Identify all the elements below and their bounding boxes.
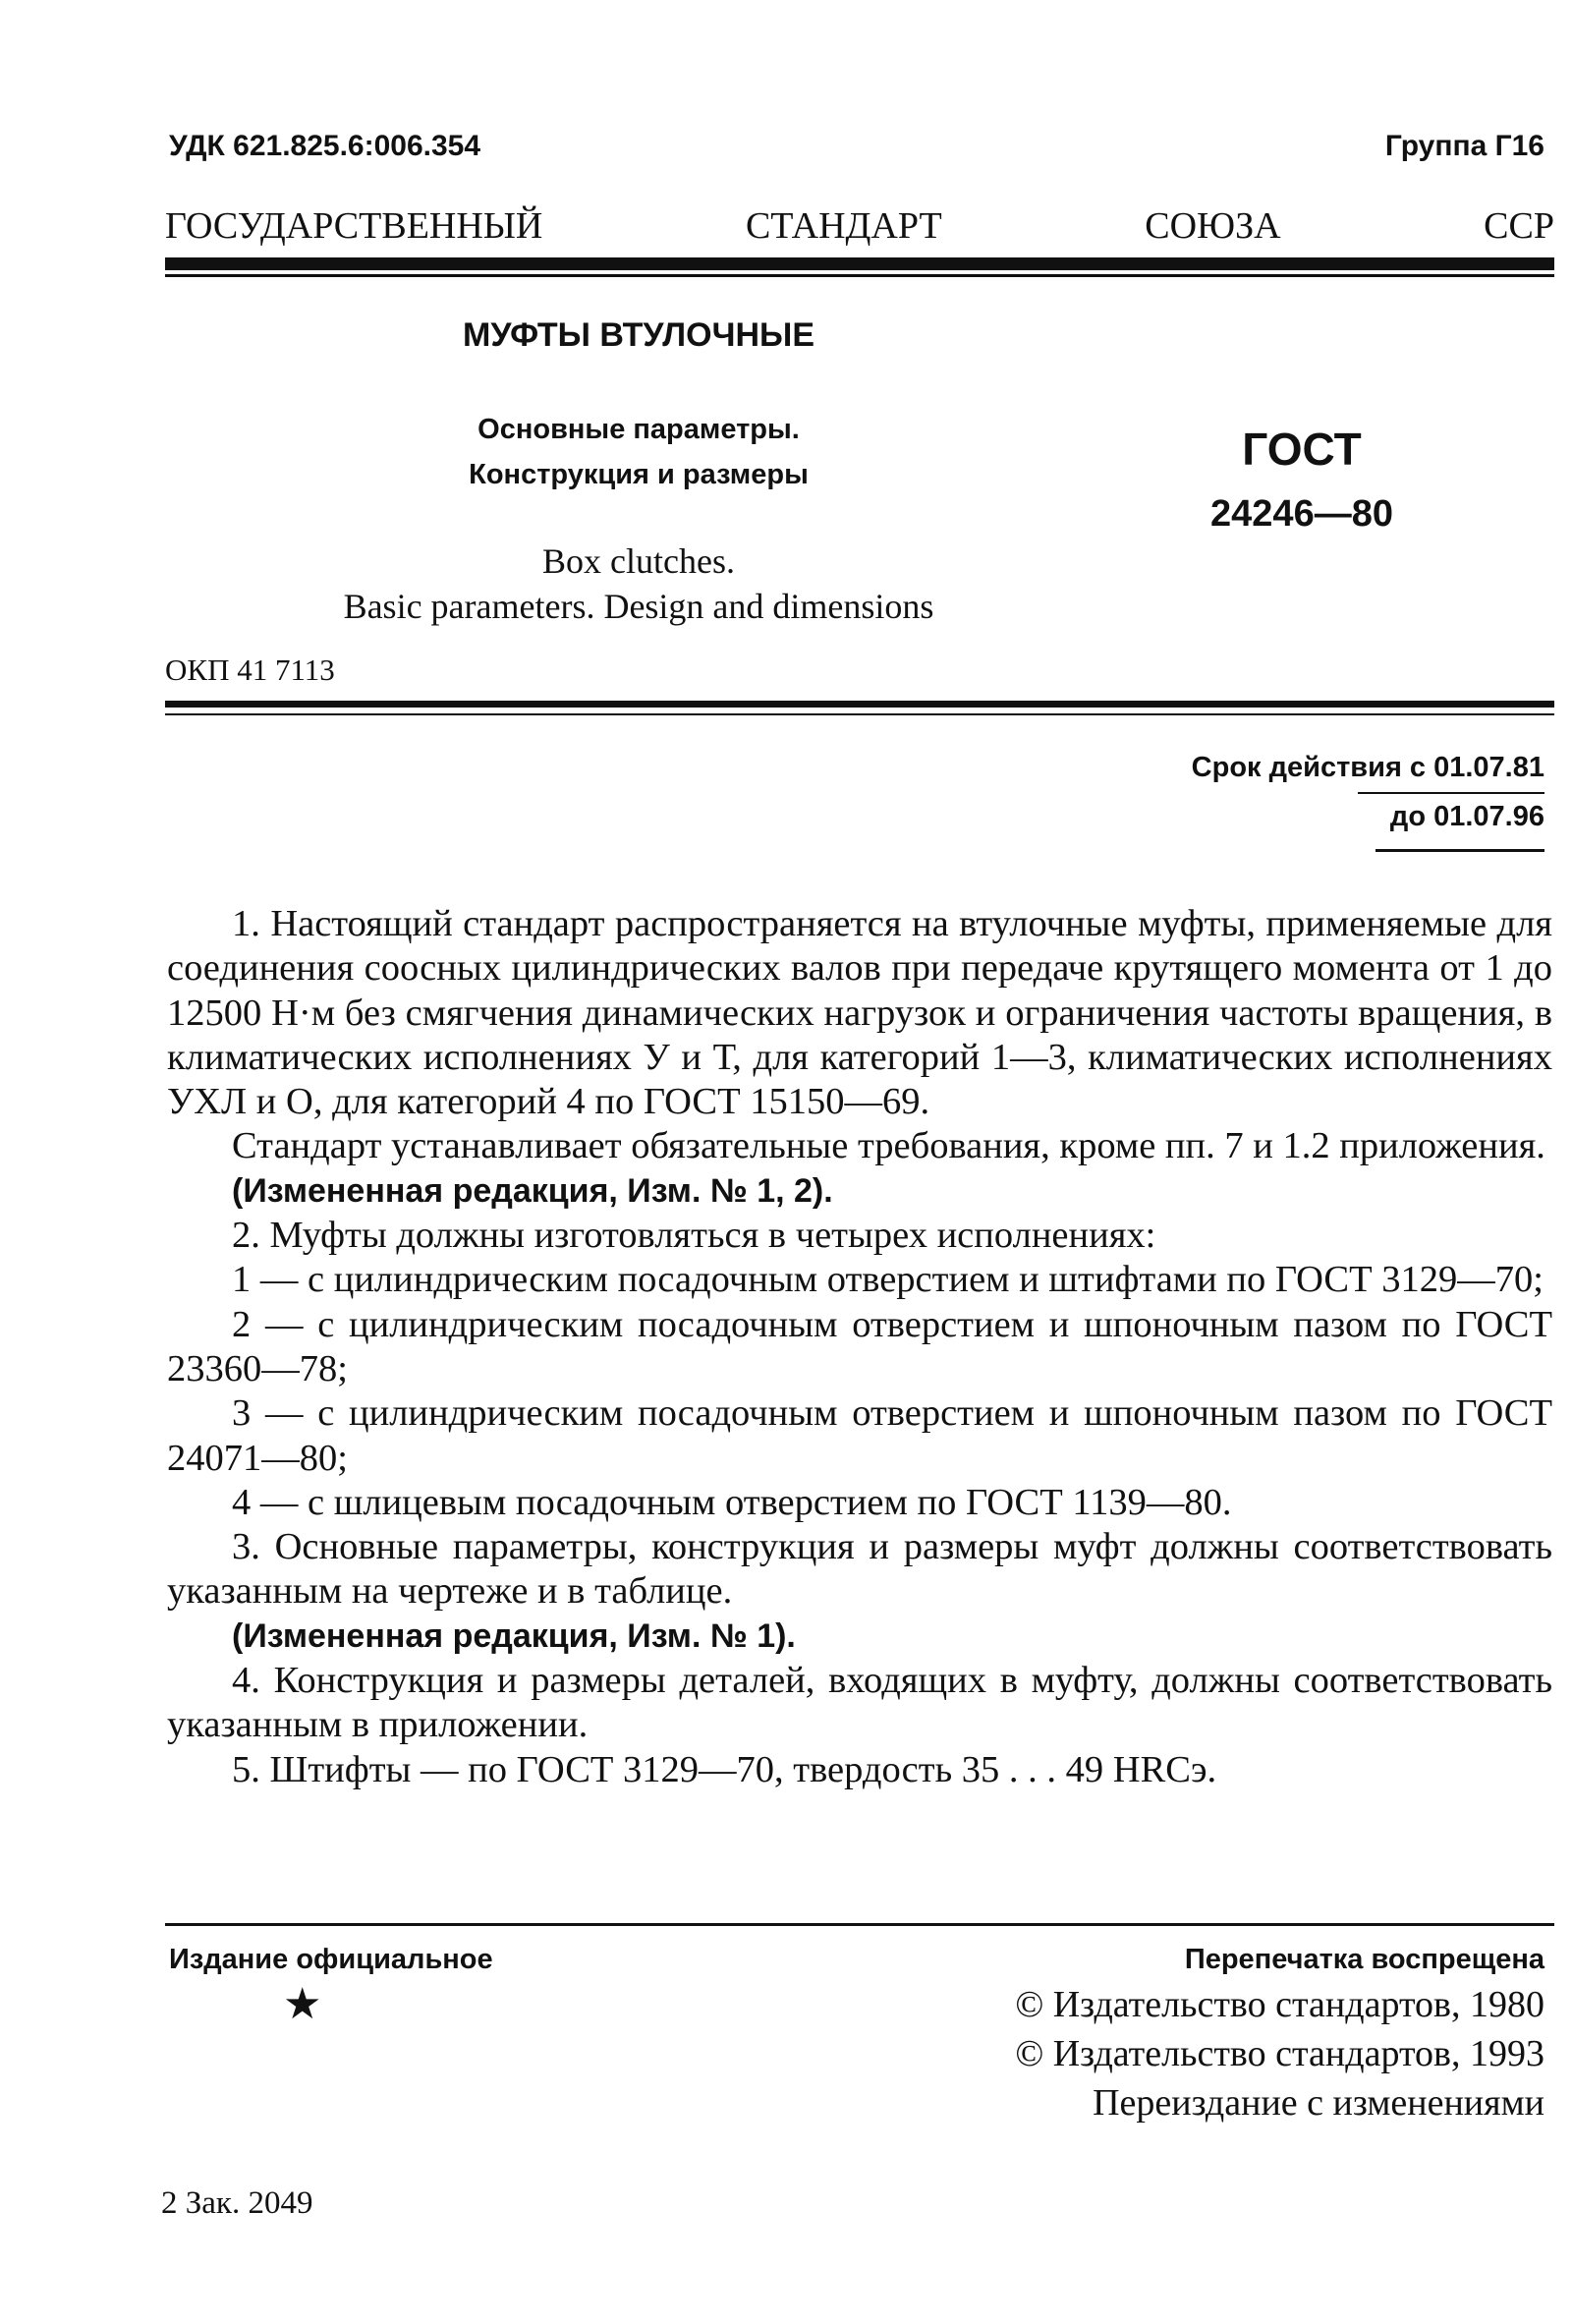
amendment-note-2: (Измененная редакция, Изм. № 1).: [232, 1616, 796, 1655]
order-number: 2 Зак. 2049: [161, 2185, 313, 2221]
okp-code: ОКП 41 7113: [165, 652, 335, 687]
reedition-note: Переиздание с изменениями: [1093, 2082, 1544, 2124]
reprint-prohibited: Перепечатка воспрещена: [1184, 1944, 1544, 1975]
official-edition: Издание официальное: [169, 1944, 493, 1975]
validity-to: до 01.07.96: [1389, 801, 1544, 832]
state-standard-title: ГОСУДАРСТВЕННЫЙ СТАНДАРТ СОЮЗА ССР: [165, 205, 1554, 247]
title-ru: МУФТЫ ВТУЛОЧНЫЕ: [463, 316, 814, 354]
standard-body: [167, 902, 1552, 1792]
paragraph-scope: Стандарт устанавливает обязательные требования, кроме пп. 7 и 1.2 приложения.: [232, 1125, 1545, 1167]
copyright-1993: © Издательство стандартов, 1993: [1015, 2033, 1544, 2074]
title-en-line1: Box clutches.: [542, 541, 735, 581]
gost-label: ГОСТ: [1242, 424, 1362, 475]
copyright-1980: © Издательство стандартов, 1980: [1015, 1984, 1544, 2025]
header-rule-thick: [165, 257, 1554, 270]
subtitle-ru-line2: Конструкция и размеры: [469, 459, 809, 490]
paragraph-3: 3. Основные параметры, конструкция и размеры муфт должны соответствовать указанным на чертеже и в таблице.: [167, 1526, 1552, 1613]
header-rule-thin: [165, 274, 1554, 277]
udk-code: УДК 621.825.6:006.354: [169, 130, 481, 162]
section-rule-thin: [165, 713, 1554, 715]
paragraph-1: 1. Настоящий стандарт распространяется на втулочные муфты, применяемые для соединения соосных цилиндрических валов при передаче крутящего момента от 1 до 12500 Н·м без смягчения динамических нагрузок и ограничения частоты вращения, в климатических исполнениях У и Т, для категорий 1—3, климатических исполнениях УХЛ и О, для категорий 4 по ГОСТ 15150—69.: [167, 903, 1552, 1123]
title-en-line2: Basic parameters. Design and dimensions: [343, 587, 934, 626]
validity-underline-to: [1376, 849, 1544, 852]
title-en: [196, 538, 1081, 629]
star-icon: ★: [283, 1980, 322, 2028]
subtitle-ru: [295, 407, 982, 497]
paragraph-5: 5. Штифты — по ГОСТ 3129—70, твердость 35 . . . 49 HRCэ.: [232, 1748, 1217, 1790]
version-1: 1 — с цилиндрическим посадочным отверстием и штифтами по ГОСТ 3129—70;: [232, 1259, 1544, 1301]
gost-number: 24246—80: [1210, 493, 1393, 535]
validity-underline-from: [1358, 792, 1544, 794]
subtitle-ru-line1: Основные параметры.: [477, 414, 800, 445]
validity-from: Срок действия с 01.07.81: [1191, 752, 1544, 783]
amendment-note-1: (Измененная редакция, Изм. № 1, 2).: [232, 1171, 833, 1210]
section-rule-thick: [165, 701, 1554, 708]
version-4: 4 — с шлицевым посадочным отверстием по ГОСТ 1139—80.: [232, 1481, 1232, 1523]
version-2: 2 — с цилиндрическим посадочным отверстием и шпоночным пазом по ГОСТ 23360—78;: [167, 1303, 1552, 1389]
paragraph-2: 2. Муфты должны изготовляться в четырех исполнениях:: [232, 1215, 1156, 1257]
paragraph-4: 4. Конструкция и размеры деталей, входящих в муфту, должны соответствовать указанным в приложении.: [167, 1660, 1552, 1746]
footer-rule: [165, 1923, 1554, 1926]
version-3: 3 — с цилиндрическим посадочным отверстием и шпоночным пазом по ГОСТ 24071—80;: [167, 1392, 1552, 1479]
group-code: Группа Г16: [1384, 130, 1544, 162]
